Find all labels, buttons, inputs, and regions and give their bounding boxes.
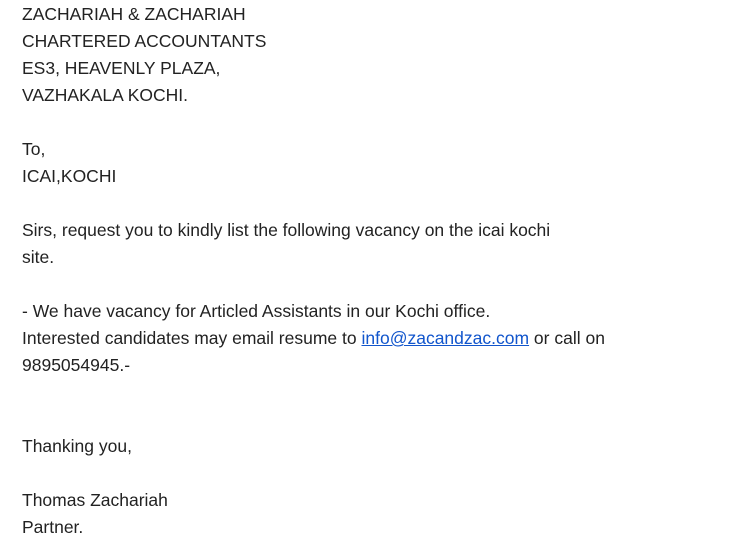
vacancy-line-1: - We have vacancy for Articled Assistants in our Kochi office. <box>22 301 491 321</box>
recipient-salutation: To, <box>22 139 46 159</box>
vacancy-line-2-suffix: or call on <box>529 328 605 348</box>
sender-address-line: ES3, HEAVENLY PLAZA, <box>22 58 221 78</box>
sender-name: ZACHARIAH & ZACHARIAH <box>22 4 246 24</box>
vacancy-line-2 <box>22 325 706 352</box>
recipient-name: ICAI,KOCHI <box>22 166 117 186</box>
request-line-2: site. <box>22 247 55 267</box>
sender-address-block <box>22 1 706 109</box>
recipient-block <box>22 136 706 190</box>
vacancy-phone-line: 9895054945.- <box>22 355 131 375</box>
closing-block <box>22 433 706 460</box>
email-link[interactable]: info@zacandzac.com <box>361 328 530 348</box>
signature-block <box>22 487 706 541</box>
request-line-1: Sirs, request you to kindly list the following vacancy on the icai kochi <box>22 220 551 240</box>
closing-line: Thanking you, <box>22 436 132 456</box>
signature-title: Partner. <box>22 517 84 537</box>
sender-city-line: VAZHAKALA KOCHI. <box>22 85 188 105</box>
vacancy-paragraph <box>22 298 706 379</box>
signature-name: Thomas Zachariah <box>22 490 168 510</box>
sender-profession: CHARTERED ACCOUNTANTS <box>22 31 267 51</box>
request-paragraph <box>22 217 706 271</box>
vacancy-line-2-prefix: Interested candidates may email resume to <box>22 328 362 348</box>
